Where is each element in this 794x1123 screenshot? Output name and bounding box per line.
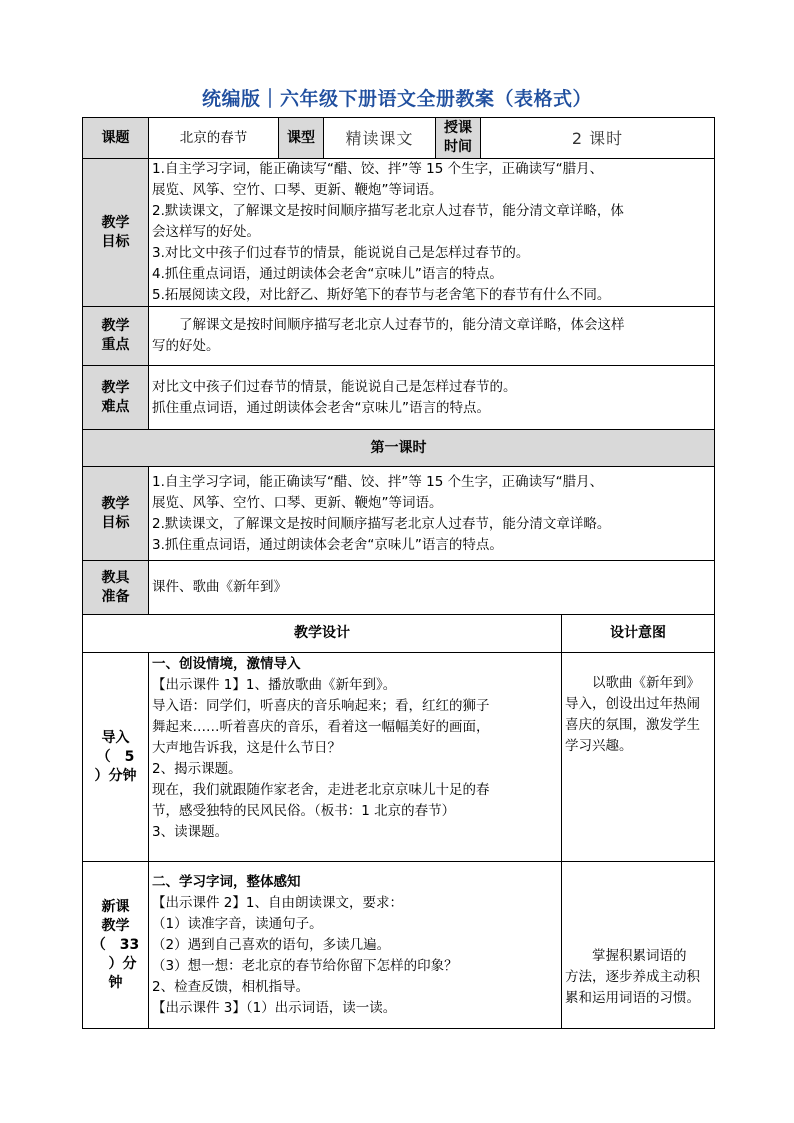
new-lesson-line: 2、检查反馈，相机指导。 (152, 979, 310, 995)
intro-line: 【出示课件 1】1、播放歌曲《新年到》。 (152, 677, 397, 693)
key-points-label-line-2: 重点 (101, 337, 130, 353)
first-lesson-heading: 第一课时 (83, 430, 715, 467)
document-title: 统编版｜六年级下册语文全册教案（表格式） (201, 88, 592, 110)
intro-label-line-3: ）分钟 (94, 767, 137, 784)
intro-intent-line: 导入，创设出过年热闹 (565, 696, 700, 712)
intro-line: 节，感受独特的民风民俗。（板书：1 北京的春节） (152, 803, 456, 819)
key-points-line: 写的好处。 (152, 338, 220, 354)
intro-label-line-2: （ 5 (96, 748, 135, 765)
design-header: 教学设计 (83, 615, 562, 653)
intro-line: 3、读课题。 (152, 824, 229, 840)
goals-line: 2.默读课文，了解课文是按时间顺序描写老北京人过春节，能分清文章详略，体 (152, 203, 624, 219)
intro-label-line-1: 导入 (101, 729, 130, 746)
intro-line: 大声地告诉我，这是什么节日？ (152, 740, 341, 756)
goals-line: 1.自主学习字词，能正确读写“醋、饺、拌”等 15 个生字，正确读写“腊月、 (152, 161, 604, 177)
time-label-line-2: 时间 (444, 139, 472, 155)
intro-label (83, 653, 149, 862)
difficulties-line: 抓住重点词语，通过朗读体会老舍“京味儿”语言的特点。 (152, 399, 490, 416)
key-points-row (83, 307, 715, 366)
new-lesson-label-line-2: 教学 (101, 917, 130, 934)
first-lesson-heading-row (83, 430, 715, 467)
first-lesson-goals-label-line-1: 教学 (101, 495, 130, 512)
time-label (436, 118, 481, 159)
difficulties-line: 对比文中孩子们过春节的情景，能说说自己是怎样过春节的。 (152, 378, 517, 395)
header-row (83, 118, 715, 159)
new-lesson-line: （1）读准字音，读通句子。 (152, 916, 323, 932)
intro-intent-line: 喜庆的氛围，激发学生 (565, 717, 700, 733)
new-lesson-line: 【出示课件 3】（1）出示词语，读一读。 (152, 1000, 397, 1016)
goals-content (149, 159, 715, 307)
difficulties-row (83, 366, 715, 430)
new-lesson-label-line-3: （ 33 (91, 936, 140, 953)
new-lesson-intent-line: 掌握积累词语的 (565, 948, 687, 964)
new-lesson-intent (562, 862, 715, 1029)
new-lesson-label-line-4: ）分 (94, 955, 137, 972)
first-lesson-goals-content (149, 467, 715, 561)
new-lesson-line: （3）想一想：老北京的春节给你留下怎样的印象？ (152, 958, 458, 974)
first-lesson-goals-label-line-2: 目标 (101, 514, 130, 531)
tools-label (83, 561, 149, 615)
difficulties-label-line-1: 教学 (101, 379, 130, 396)
intro-line: 导入语：同学们，听喜庆的音乐响起来；看，红红的狮子 (152, 698, 490, 714)
first-lesson-goals-label (83, 467, 149, 561)
intro-intent-line: 以歌曲《新年到》 (565, 675, 700, 691)
first-lesson-goals-line: 3.抓住重点词语，通过朗读体会老舍“京味儿”语言的特点。 (152, 536, 503, 553)
new-lesson-label-line-1: 新课 (101, 898, 130, 915)
new-lesson-intent-line: 累和运用词语的习惯。 (565, 990, 700, 1006)
lesson-plan-table (82, 117, 715, 1029)
intent-header: 设计意图 (562, 615, 715, 653)
design-header-row (83, 615, 715, 653)
first-lesson-goals-row (83, 467, 715, 561)
intro-content (149, 653, 562, 862)
new-lesson-intent-line: 方法，逐步养成主动积 (565, 969, 700, 985)
new-lesson-line: 【出示课件 2】1、自由朗读课文，要求： (152, 895, 403, 911)
time-label-line-1: 授课 (444, 120, 472, 136)
type-value: 精读课文 (324, 118, 436, 159)
new-lesson-line: （2）遇到自己喜欢的语句，多读几遍。 (152, 937, 391, 953)
intro-line: 2、揭示课题。 (152, 761, 242, 777)
key-points-label (83, 307, 149, 366)
intro-heading: 一、创设情境，激情导入 (152, 656, 301, 672)
tools-value: 课件、歌曲《新年到》 (149, 561, 715, 615)
goals-line: 会这样写的好处。 (152, 224, 260, 240)
goals-line: 展览、风筝、空竹、口琴、更新、鞭炮”等词语。 (152, 182, 443, 198)
new-lesson-label-line-5: 钟 (108, 974, 123, 991)
key-points-content (149, 307, 715, 366)
type-label: 课型 (279, 118, 324, 159)
topic-value: 北京的春节 (149, 118, 279, 159)
intro-line: 舞起来……听着喜庆的音乐，看着这一幅幅美好的画面， (152, 719, 490, 735)
intro-line: 现在，我们就跟随作家老舍，走进老北京京味儿十足的春 (152, 782, 490, 798)
intro-row (83, 653, 715, 862)
new-lesson-heading: 二、学习字词，整体感知 (152, 874, 301, 890)
goals-line: 3.对比文中孩子们过春节的情景，能说说自己是怎样过春节的。 (152, 245, 530, 261)
intro-intent-line: 学习兴趣。 (565, 738, 633, 754)
time-value: 2 课时 (481, 118, 715, 159)
new-lesson-row (83, 862, 715, 1029)
goals-line: 4.抓住重点词语，通过朗读体会老舍“京味儿”语言的特点。 (152, 266, 503, 282)
key-points-label-line-1: 教学 (101, 318, 130, 334)
new-lesson-label (83, 862, 149, 1029)
first-lesson-goals-line: 展览、风筝、空竹、口琴、更新、鞭炮”等词语。 (152, 494, 443, 511)
difficulties-label (83, 366, 149, 430)
goals-label-line-1: 教学 (101, 214, 130, 231)
tools-row (83, 561, 715, 615)
intro-intent (562, 653, 715, 862)
topic-label: 课题 (83, 118, 149, 159)
difficulties-label-line-2: 难点 (101, 398, 130, 415)
new-lesson-content (149, 862, 562, 1029)
difficulties-content (149, 366, 715, 430)
goals-label (83, 159, 149, 307)
first-lesson-goals-line: 1.自主学习字词，能正确读写“醋、饺、拌”等 15 个生字，正确读写“腊月、 (152, 473, 604, 490)
goals-label-line-2: 目标 (101, 233, 130, 250)
goals-line: 5.拓展阅读文段，对比舒乙、斯妤笔下的春节与老舍笔下的春节有什么不同。 (152, 287, 611, 303)
key-points-line: 了解课文是按时间顺序描写老北京人过春节的，能分清文章详略，体会这样 (179, 317, 625, 333)
goals-row (83, 159, 715, 307)
first-lesson-goals-line: 2.默读课文，了解课文是按时间顺序描写老北京人过春节，能分清文章详略。 (152, 515, 611, 532)
tools-label-line-1: 教具 (101, 569, 130, 586)
tools-label-line-2: 准备 (101, 588, 130, 605)
